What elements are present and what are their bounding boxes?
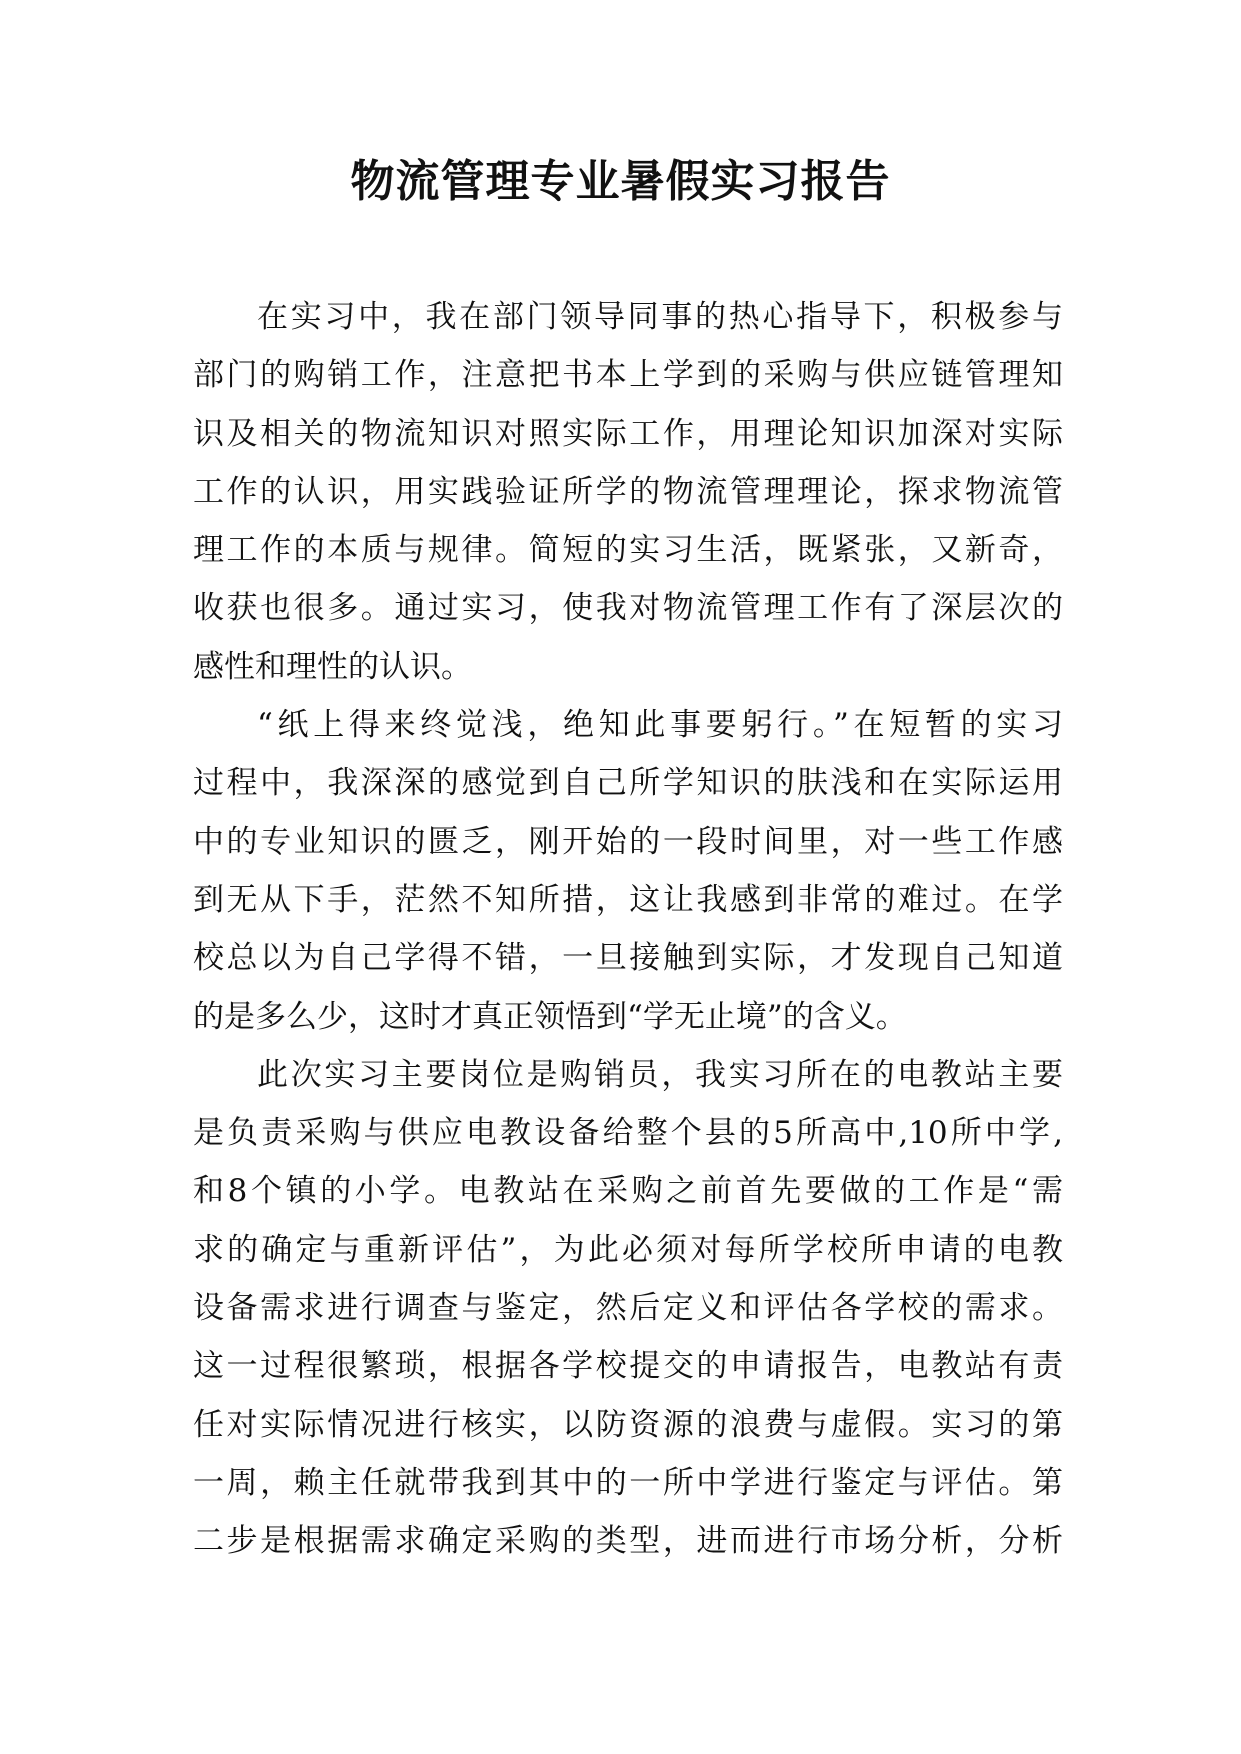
paragraph-3-line-5: 设备需求进行调查与鉴定，然后定义和评估各学校的需求。 (193, 1290, 1063, 1327)
paragraph-1-line-7: 感性和理性的认识。 (193, 648, 472, 685)
paragraph-1-line-5: 理工作的本质与规律。简短的实习生活，既紧张，又新奇， (193, 532, 1063, 569)
paragraph-1-line-6: 收获也很多。通过实习，使我对物流管理工作有了深层次的 (193, 590, 1063, 627)
document-body (193, 288, 1063, 1571)
paragraph-3-line-4: 求的确定与重新评估”，为此必须对每所学校所申请的电教 (193, 1231, 1063, 1268)
paragraph-3-line-1: 此次实习主要岗位是购销员，我实习所在的电教站主要 (257, 1056, 1063, 1093)
paragraph-1-line-1: 在实习中，我在部门领导同事的热心指导下，积极参与 (257, 299, 1063, 335)
paragraph-2-line-4: 到无从下手，茫然不知所措，这让我感到非常的难过。在学 (193, 881, 1063, 918)
paragraph-2-line-5: 校总以为自己学得不错，一旦接触到实际，才发现自己知道 (193, 940, 1063, 977)
paragraph-2-line-1: “纸上得来终觉浅，绝知此事要躬行。”在短暂的实习 (257, 707, 1063, 744)
paragraph-3-line-7: 任对实际情况进行核实，以防资源的浪费与虚假。实习的第 (193, 1406, 1063, 1443)
paragraph-1-line-4: 工作的认识，用实践验证所学的物流管理理论，探求物流管 (193, 473, 1063, 510)
document-title: 物流管理专业暑假实习报告 (350, 156, 891, 207)
paragraph-1-line-2: 部门的购销工作，注意把书本上学到的采购与供应链管理知 (193, 357, 1063, 394)
paragraph-3-line-8: 一周，赖主任就带我到其中的一所中学进行鉴定与评估。第 (193, 1464, 1063, 1501)
paragraph-2-line-3: 中的专业知识的匮乏，刚开始的一段时间里，对一些工作感 (193, 823, 1063, 860)
paragraph-3-line-6: 这一过程很繁琐，根据各学校提交的申请报告，电教站有责 (193, 1348, 1063, 1385)
paragraph-2-line-2: 过程中，我深深的感觉到自己所学知识的肤浅和在实际运用 (193, 765, 1063, 802)
paragraph-3-line-2: 是负责采购与供应电教设备给整个县的5所高中,10所中学, (193, 1115, 1063, 1152)
paragraph-2-line-6: 的是多么少，这时才真正领悟到“学无止境”的含义。 (193, 998, 907, 1035)
paragraph-3-line-3: 和8个镇的小学。电教站在采购之前首先要做的工作是“需 (193, 1173, 1063, 1210)
paragraph-1-line-3: 识及相关的物流知识对照实际工作，用理论知识加深对实际 (193, 415, 1063, 452)
paragraph-3-line-9: 二步是根据需求确定采购的类型，进而进行市场分析，分析 (193, 1523, 1063, 1560)
